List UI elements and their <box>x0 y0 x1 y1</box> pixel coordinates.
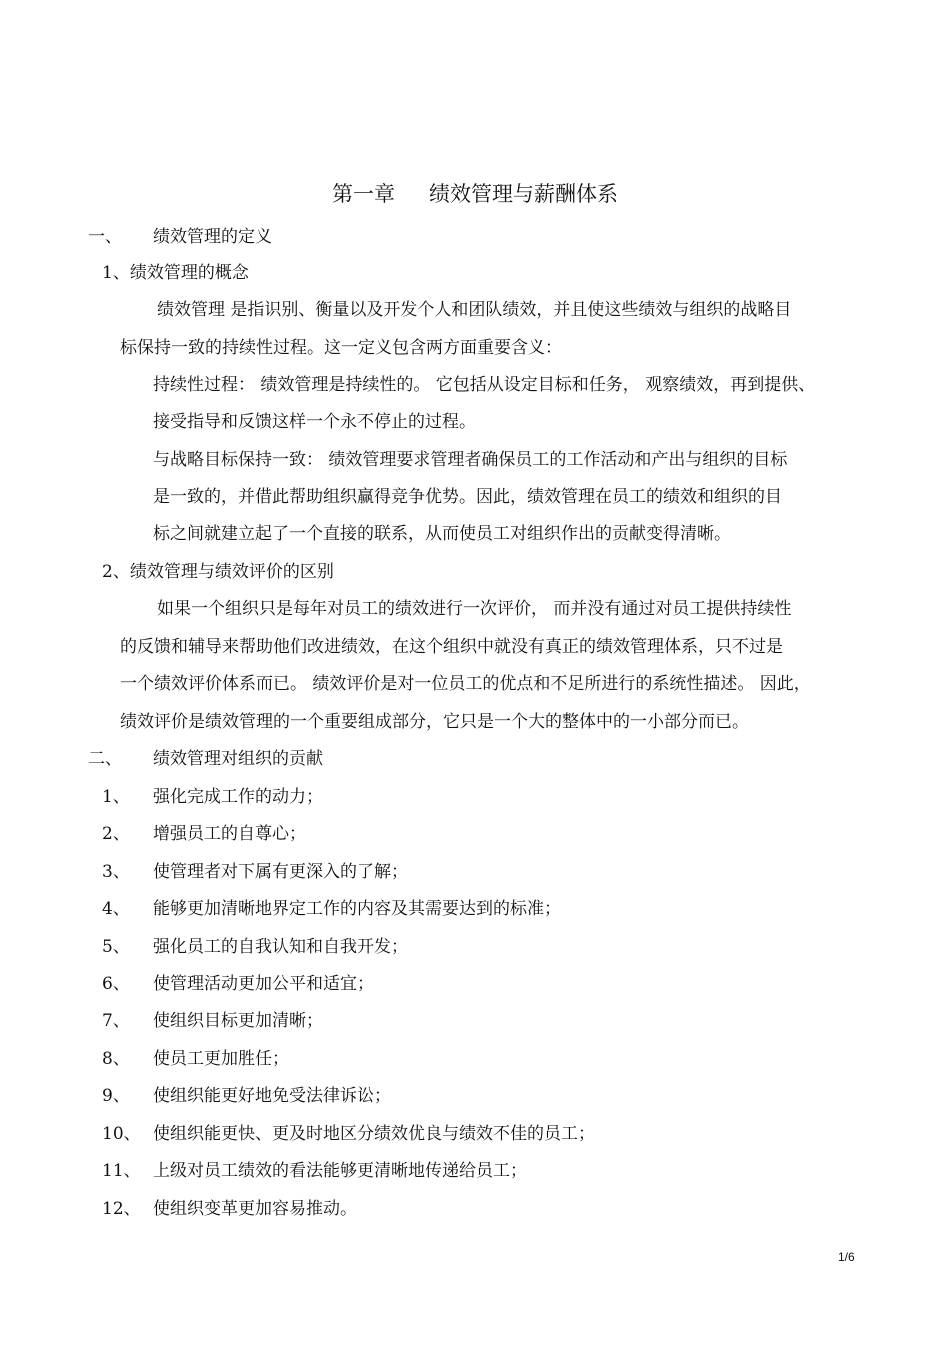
paragraph-line: 如果一个组织只是每年对员工的绩效进行一次评价， 而并没有通过对员工提供持续性 <box>157 599 792 619</box>
list-item-text: 使组织变革更加容易推动。 <box>153 1199 357 1219</box>
chapter-number: 第一章 <box>332 182 395 206</box>
list-item-text: 上级对员工绩效的看法能够更清晰地传递给员工； <box>153 1161 527 1181</box>
paragraph-line: 持续性过程： 绩效管理是持续性的。 它包括从设定目标和任务， 观察绩效，再到提供、 <box>153 375 816 395</box>
subsection-1-heading: 1、绩效管理的概念 <box>102 263 249 283</box>
list-item-text: 使管理者对下属有更深入的了解； <box>153 862 408 882</box>
list-item-text: 使员工更加胜任； <box>153 1049 289 1069</box>
section-1-number: 一、 <box>88 227 122 247</box>
paragraph-line: 绩效管理 是指识别、衡量以及开发个人和团队绩效，并且使这些绩效与组织的战略目 <box>157 300 792 320</box>
list-item-number: 7、 <box>102 1011 130 1031</box>
list-item-text: 使组织能更快、更及时地区分绩效优良与绩效不佳的员工； <box>153 1124 595 1144</box>
list-item-text: 使管理活动更加公平和适宜； <box>153 974 374 994</box>
paragraph-line: 标之间就建立起了一个直接的联系，从而使员工对组织作出的贡献变得清晰。 <box>153 524 731 544</box>
chapter-title <box>0 180 950 208</box>
list-item-number: 8、 <box>102 1049 130 1069</box>
paragraph-line: 是一致的，并借此帮助组织赢得竞争优势。因此，绩效管理在员工的绩效和组织的目 <box>153 487 782 507</box>
section-2-number: 二、 <box>88 749 122 769</box>
chapter-name: 绩效管理与薪酬体系 <box>429 182 618 206</box>
paragraph-line: 一个绩效评价体系而已。 绩效评价是对一位员工的优点和不足所进行的系统性描述。 因此， <box>120 674 811 694</box>
list-item-number: 3、 <box>102 862 130 882</box>
list-item-number: 4、 <box>102 899 130 919</box>
list-item-number: 5、 <box>102 937 130 957</box>
section-2-heading: 绩效管理对组织的贡献 <box>153 749 323 769</box>
list-item-number: 9、 <box>102 1086 130 1106</box>
list-item-text: 增强员工的自尊心； <box>153 824 306 844</box>
section-1-heading: 绩效管理的定义 <box>153 227 272 247</box>
list-item-text: 强化员工的自我认知和自我开发； <box>153 937 408 957</box>
paragraph-line: 的反馈和辅导来帮助他们改进绩效，在这个组织中就没有真正的绩效管理体系，只不过是 <box>120 637 783 657</box>
page-number: 1/6 <box>838 1250 855 1264</box>
list-item-text: 能够更加清晰地界定工作的内容及其需要达到的标准； <box>153 899 561 919</box>
list-item-text: 使组织目标更加清晰； <box>153 1011 323 1031</box>
paragraph-line: 绩效评价是绩效管理的一个重要组成部分，它只是一个大的整体中的一小部分而已。 <box>120 712 749 732</box>
list-item-number: 6、 <box>102 974 130 994</box>
paragraph-line: 接受指导和反馈这样一个永不停止的过程。 <box>153 412 476 432</box>
list-item-text: 强化完成工作的动力； <box>153 787 323 807</box>
paragraph-line: 与战略目标保持一致： 绩效管理要求管理者确保员工的工作活动和产出与组织的目标 <box>153 450 788 470</box>
list-item-number: 11、 <box>102 1161 141 1181</box>
list-item-number: 12、 <box>102 1199 141 1219</box>
list-item-number: 1、 <box>102 787 130 807</box>
list-item-number: 10、 <box>102 1124 141 1144</box>
list-item-number: 2、 <box>102 824 130 844</box>
list-item-text: 使组织能更好地免受法律诉讼； <box>153 1086 391 1106</box>
subsection-2-heading: 2、绩效管理与绩效评价的区别 <box>102 562 334 582</box>
paragraph-line: 标保持一致的持续性过程。这一定义包含两方面重要含义： <box>120 338 562 358</box>
